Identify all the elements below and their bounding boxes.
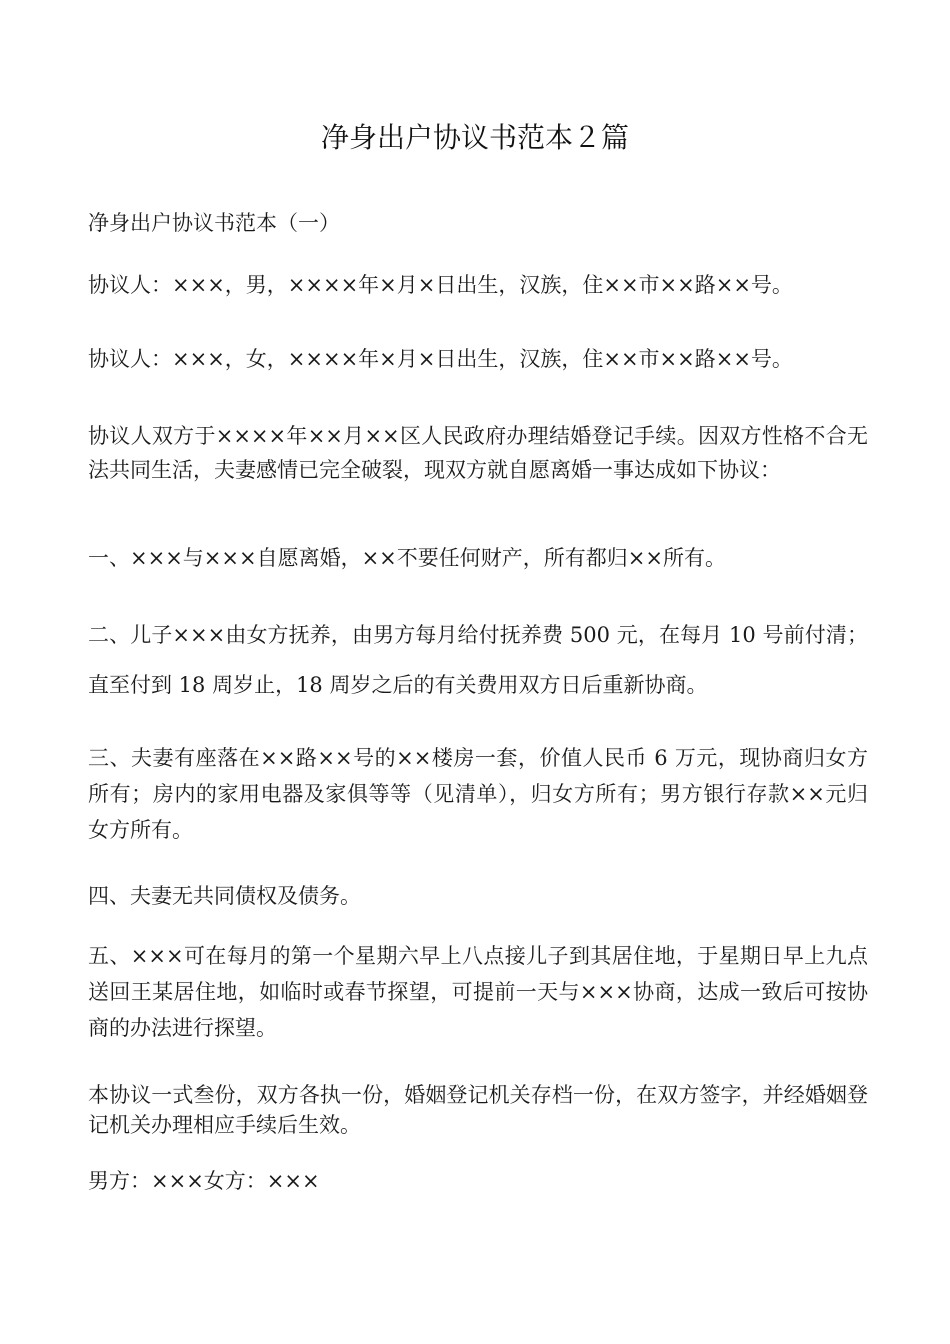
- clause-four: 四、夫妻无共同债权及债务。: [88, 884, 361, 908]
- party-two: 协议人：×××，女，××××年×月×日出生，汉族，住××市××路××号。: [88, 347, 793, 371]
- clause-five: 五、×××可在每月的第一个星期六早上八点接儿子到其居住地，于星期日早上九点送回王某居住地，如临时或春节探望，可提前一天与×××协商，达成一致后可按协商的办法进行探望。: [88, 944, 868, 1040]
- clause-three: 三、夫妻有座落在××路××号的××楼房一套，价值人民币 6 万元，现协商归女方所有；房内的家用电器及家俱等等（见清单），归女方所有；男方银行存款××元归女方所有。: [88, 746, 868, 842]
- preamble: 协议人双方于××××年××月××区人民政府办理结婚登记手续。因双方性格不合无法共同生活，夫妻感情已完全破裂，现双方就自愿离婚一事达成如下协议：: [88, 424, 868, 482]
- clause-two: 二、儿子×××由女方抚养，由男方每月给付抚养费 500 元，在每月 10 号前付清；直至付到 18 周岁止，18 周岁之后的有关费用双方日后重新协商。: [88, 623, 868, 697]
- clause-one: 一、×××与×××自愿离婚，××不要任何财产，所有都归××所有。: [88, 546, 726, 570]
- document-title: 净身出户协议书范本２篇: [320, 121, 629, 154]
- signatures: 男方：×××女方：×××: [88, 1169, 320, 1193]
- party-one: 协议人：×××，男，××××年×月×日出生，汉族，住××市××路××号。: [88, 273, 793, 297]
- closing-paragraph: 本协议一式叁份，双方各执一份，婚姻登记机关存档一份，在双方签字，并经婚姻登记机关办理相应手续后生效。: [88, 1083, 868, 1137]
- section-heading: 净身出户协议书范本（一）: [88, 211, 340, 235]
